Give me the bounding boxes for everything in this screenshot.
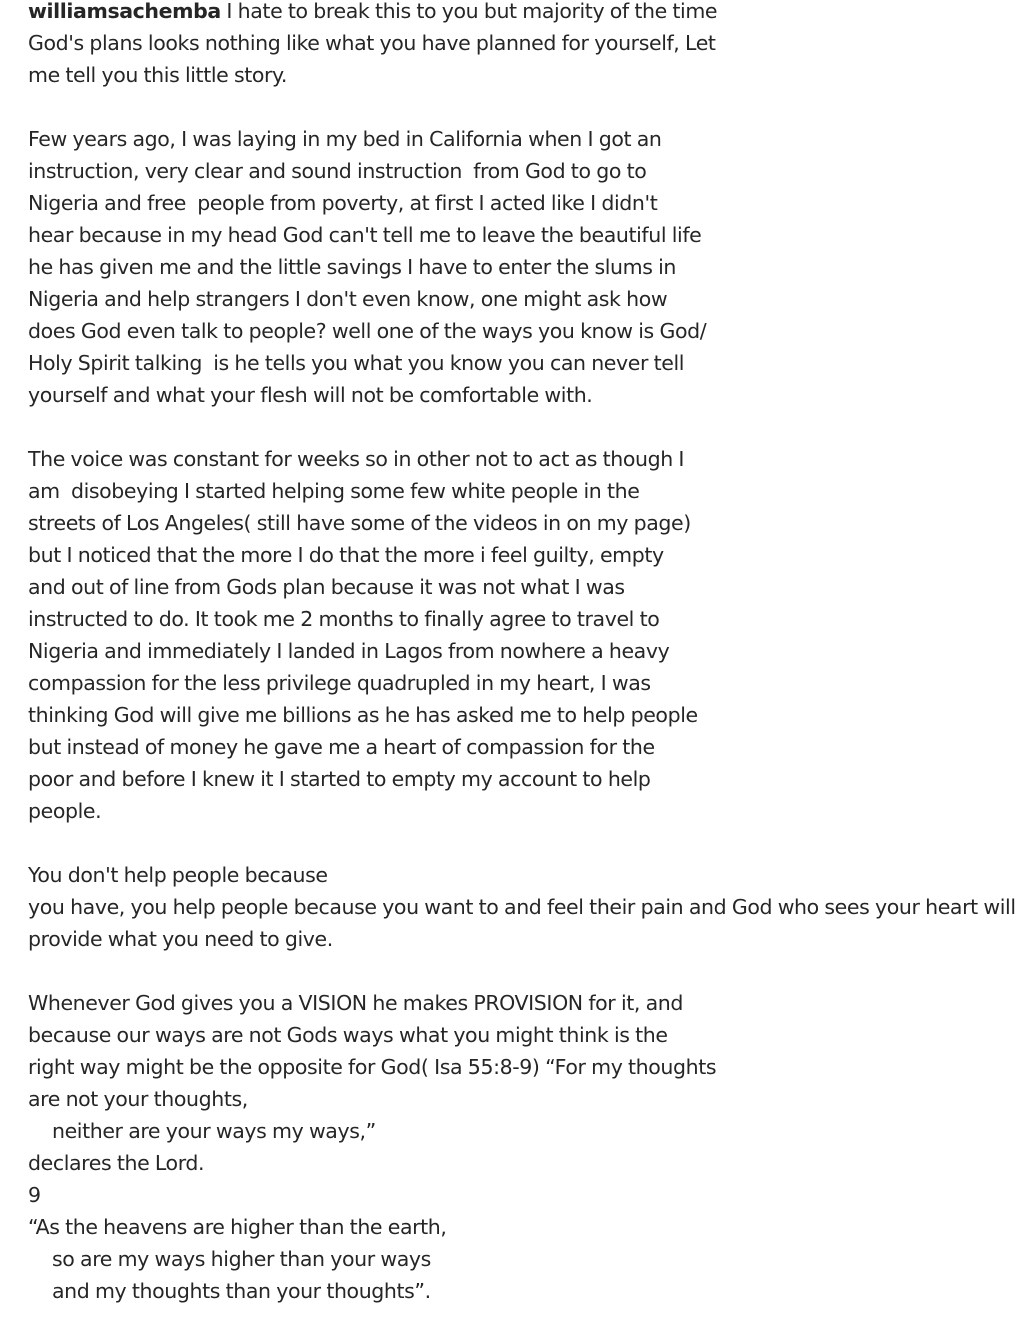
- caption-line: Holy Spirit talking is he tells you what you know you can never tell: [28, 351, 685, 375]
- caption-line: but instead of money he gave me a heart of compassion for the: [28, 735, 655, 759]
- caption-line: poor and before I knew it I started to empty my account to help: [28, 767, 651, 791]
- caption-line: yourself and what your flesh will not be comfortable with.: [28, 383, 593, 407]
- caption-paragraph-vision: [28, 987, 717, 1115]
- caption-line: provide what you need to give.: [28, 927, 333, 951]
- post-caption: [28, 0, 1016, 1307]
- caption-paragraph-story-middle: [28, 443, 704, 827]
- caption-line: thinking God will give me billions as he has asked me to help people: [28, 703, 698, 727]
- caption-line: because our ways are not Gods ways what you might think is the: [28, 1023, 668, 1047]
- caption-line: compassion for the less privilege quadrupled in my heart, I was: [28, 671, 651, 695]
- verse-line: declares the Lord.: [28, 1151, 205, 1175]
- caption-intro-paragraph: williamsachemba I hate to break this to you but majority of the time God's plans looks nothing like what you have planned for yourself, Let me tell you this little story.: [28, 0, 718, 87]
- caption-line: am disobeying I started helping some few white people in the: [28, 479, 640, 503]
- caption-line: instructed to do. It took me 2 months to finally agree to travel to: [28, 607, 660, 631]
- caption-line: hear because in my head God can't tell me to leave the beautiful life: [28, 223, 702, 247]
- verse-number: 9: [28, 1183, 41, 1207]
- caption-paragraph-lesson: [28, 859, 1016, 955]
- caption-line: but I noticed that the more I do that the more i feel guilty, empty: [28, 543, 664, 567]
- caption-line: Nigeria and help strangers I don't even know, one might ask how: [28, 287, 668, 311]
- scripture-quote: [28, 1115, 704, 1307]
- caption-line: Whenever God gives you a VISION he makes PROVISION for it, and: [28, 991, 683, 1015]
- verse-line: “As the heavens are higher than the earth,: [28, 1215, 447, 1239]
- caption-line: you have, you help people because you want to and feel their pain and God who sees your heart will: [28, 895, 1016, 919]
- verse-line: neither are your ways my ways,”: [52, 1119, 376, 1143]
- caption-line: are not your thoughts,: [28, 1087, 248, 1111]
- caption-paragraph-story-start: [28, 123, 707, 411]
- caption-line: right way might be the opposite for God( Isa 55:8-9) “For my thoughts: [28, 1055, 717, 1079]
- caption-line: people.: [28, 799, 102, 823]
- caption-line: he has given me and the little savings I have to enter the slums in: [28, 255, 676, 279]
- caption-line: does God even talk to people? well one of the ways you know is God/: [28, 319, 707, 343]
- username-link[interactable]: williamsachemba: [28, 0, 221, 23]
- caption-line: instruction, very clear and sound instruction from God to go to: [28, 159, 647, 183]
- caption-line: and out of line from Gods plan because it was not what I was: [28, 575, 625, 599]
- verse-line: and my thoughts than your thoughts”.: [52, 1279, 431, 1303]
- caption-line: Nigeria and immediately I landed in Lagos from nowhere a heavy: [28, 639, 670, 663]
- caption-line: Few years ago, I was laying in my bed in California when I got an: [28, 127, 662, 151]
- verse-line: so are my ways higher than your ways: [52, 1247, 431, 1271]
- caption-line: Nigeria and free people from poverty, at first I acted like I didn't: [28, 191, 658, 215]
- caption-line: streets of Los Angeles( still have some of the videos in on my page): [28, 511, 691, 535]
- caption-line: You don't help people because: [28, 863, 328, 887]
- caption-line: The voice was constant for weeks so in other not to act as though I: [28, 447, 685, 471]
